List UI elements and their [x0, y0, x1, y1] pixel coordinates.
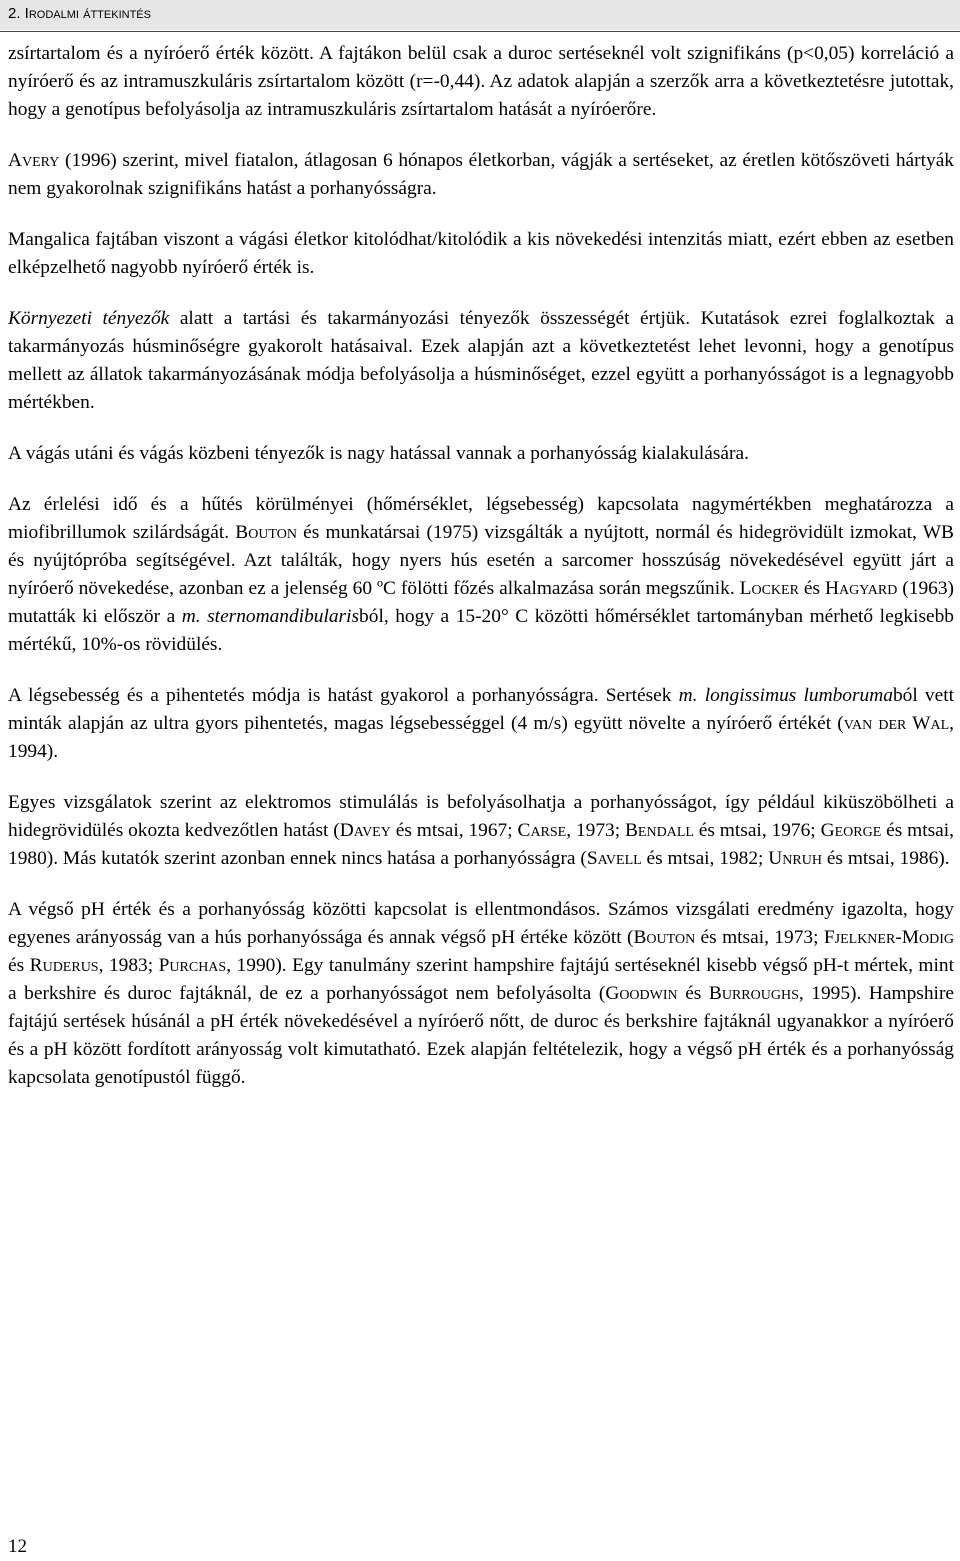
text-run: és mtsai, 1967; — [390, 820, 518, 841]
text-run: A végső pH érték és a porhanyósság közötti kapcsolat is ellentmondásos. Számos vizsgálati eredmény igazolta, hogy egyenes arányosság van a hús porhanyóssága és annak végső pH értéke között ( — [8, 899, 954, 948]
text-run: és munkatársai (1975) vizsgálták a nyújtott, normál és hidegrövidült izmokat, WB és nyújtópróba segítségével. Azt találták, hogy nyers hús esetén a sarcomer hosszúság növekedésével együtt járt a nyíróerő növekedése, azonban ez a jelenség 60 ºC fölötti főzés alkalmazása során megszűnik. — [8, 522, 954, 599]
text-run: Mangalica fajtában viszont a vágási életkor kitolódhat/kitolódik a kis növekedési intenzitás miatt, ezért ebben az esetben elképzelhető nagyobb nyíróerő érték is. — [8, 229, 954, 278]
author-name: Burroughs — [708, 983, 799, 1004]
paragraph-p3 — [8, 226, 954, 282]
author-name: Bouton — [633, 927, 696, 948]
paragraph-p1 — [8, 40, 954, 124]
body-text — [8, 40, 954, 1115]
running-header — [0, 0, 960, 30]
text-run: , 1990). Egy tanulmány szerint hampshire fajtájú sertéseknél kisebb végső pH-t mértek, mint a berkshire és duroc fajtáknál, de ez a porhanyósságot nem befolyásolta ( — [8, 955, 954, 1004]
text-run: (1963) mutatták ki először a — [8, 578, 954, 627]
text-run: és — [677, 983, 709, 1004]
author-name: Hagyard — [825, 578, 898, 599]
text-run: , 1994). — [8, 713, 954, 762]
text-run: és mtsai, 1982; — [641, 848, 769, 869]
text-run: és mtsai, 1986). — [821, 848, 950, 869]
author-name: van der Wal — [843, 713, 950, 734]
paragraph-p6 — [8, 491, 954, 659]
text-run: és mtsai, 1980). Más kutatók szerint azonban ennek nincs hatása a porhanyósságra ( — [8, 820, 954, 869]
paragraph-p7 — [8, 682, 954, 766]
text-run: és mtsai, 1976; — [693, 820, 821, 841]
text-run: zsírtartalom és a nyíróerő érték között. A fajtákon belül csak a duroc sertéseknél volt szignifikáns (p<0,05) korreláció a nyíróerő és az intramuszkuláris zsírtartalom között (r=-0,44). Az adatok alapján a szerzők arra a következtetésre jutottak, hogy a genotípus befolyásolja az intramuszkuláris zsírtartalom hatását a nyíróerőre. — [8, 43, 954, 120]
paragraph-p5 — [8, 440, 954, 468]
author-name: Bendall — [625, 820, 694, 841]
paragraph-p2 — [8, 147, 954, 203]
author-name: Savell — [586, 848, 642, 869]
page-number: 12 — [8, 1536, 27, 1557]
author-name: Purchas — [158, 955, 227, 976]
author-name: Carse — [517, 820, 567, 841]
author-name: Goodwin — [605, 983, 678, 1004]
text-run: , 1973; — [566, 820, 625, 841]
author-name: George — [820, 820, 882, 841]
text-run: , 1995). Hampshire fajtájú sertések húsánál a pH érték növekedésével a nyíróerő nőtt, de duroc és berkshire fajtáknál ugyanakkor a nyíróerő és a pH között fordított arányosság volt kimutatható. Ezek alapján feltételezik, hogy a végső pH érték és a porhanyósság kapcsolata genotípustól függő. — [8, 983, 955, 1088]
author-name: Bouton — [235, 522, 297, 543]
italic-term: m. longissimus lumboruma — [678, 685, 893, 706]
paragraph-p9 — [8, 896, 954, 1092]
text-run: A vágás utáni és vágás közbeni tényezők is nagy hatással vannak a porhanyósság kialakulására. — [8, 443, 749, 464]
text-run: ból vett minták alapján az ultra gyors pihentetés, magas légsebességgel (4 m/s) együtt növelte a nyíróerő értékét ( — [8, 685, 954, 734]
author-name: Unruh — [768, 848, 822, 869]
author-name: Davey — [339, 820, 391, 841]
text-run: alatt a tartási és takarmányozási tényezők összességét értjük. Kutatások ezrei foglalkoztak a takarmányozás húsminőségre gyakorolt hatásaival. Ezek alapján azt a következtetést lehet levonni, hogy a genotípus mellett az állatok takarmányozásának módja befolyásolja a húsminőséget, ezzel együtt a porhanyósságot is a legnagyobb mértékben. — [8, 308, 955, 413]
text-run: ból, hogy a 15-20° C közötti hőmérséklet tartományban mérhető legkisebb mértékű, 10%-os rövidülés. — [8, 606, 954, 655]
text-run: (1996) szerint, mivel fiatalon, átlagosan 6 hónapos életkorban, vágják a sertéseket, az éretlen kötőszöveti hártyák nem gyakorolnak szignifikáns hatást a porhanyósságra. — [8, 150, 954, 199]
text-run: A légsebesség és a pihentetés módja is hatást gyakorol a porhanyósságra. Sertések — [8, 685, 679, 706]
author-name: Fjelkner-Modig — [823, 927, 954, 948]
author-name: Locker — [739, 578, 799, 599]
paragraph-p4 — [8, 305, 954, 417]
italic-term: m. sternomandibularis — [181, 606, 360, 627]
paragraph-p8 — [8, 789, 954, 873]
text-run: Az érlelési idő és a hűtés körülményei (hőmérséklet, légsebesség) kapcsolata nagymértékben meghatározza a miofibrillumok szilárdságát. — [8, 494, 954, 543]
text-run: és — [8, 955, 30, 976]
text-run: , 1983; — [98, 955, 159, 976]
chapter-title: 2. Irodalmi áttekintés — [8, 5, 151, 22]
author-name: Ruderus — [29, 955, 99, 976]
author-name: Avery — [8, 150, 60, 171]
text-run: és mtsai, 1973; — [695, 927, 824, 948]
text-run: és — [798, 578, 825, 599]
text-run: Egyes vizsgálatok szerint az elektromos stimulálás is befolyásolhatja a porhanyósságot, így például kiküszöbölheti a hidegrövidülés okozta kedvezőtlen hatást ( — [8, 792, 954, 841]
italic-term: Környezeti tényezők — [8, 308, 170, 329]
header-divider — [0, 31, 960, 32]
